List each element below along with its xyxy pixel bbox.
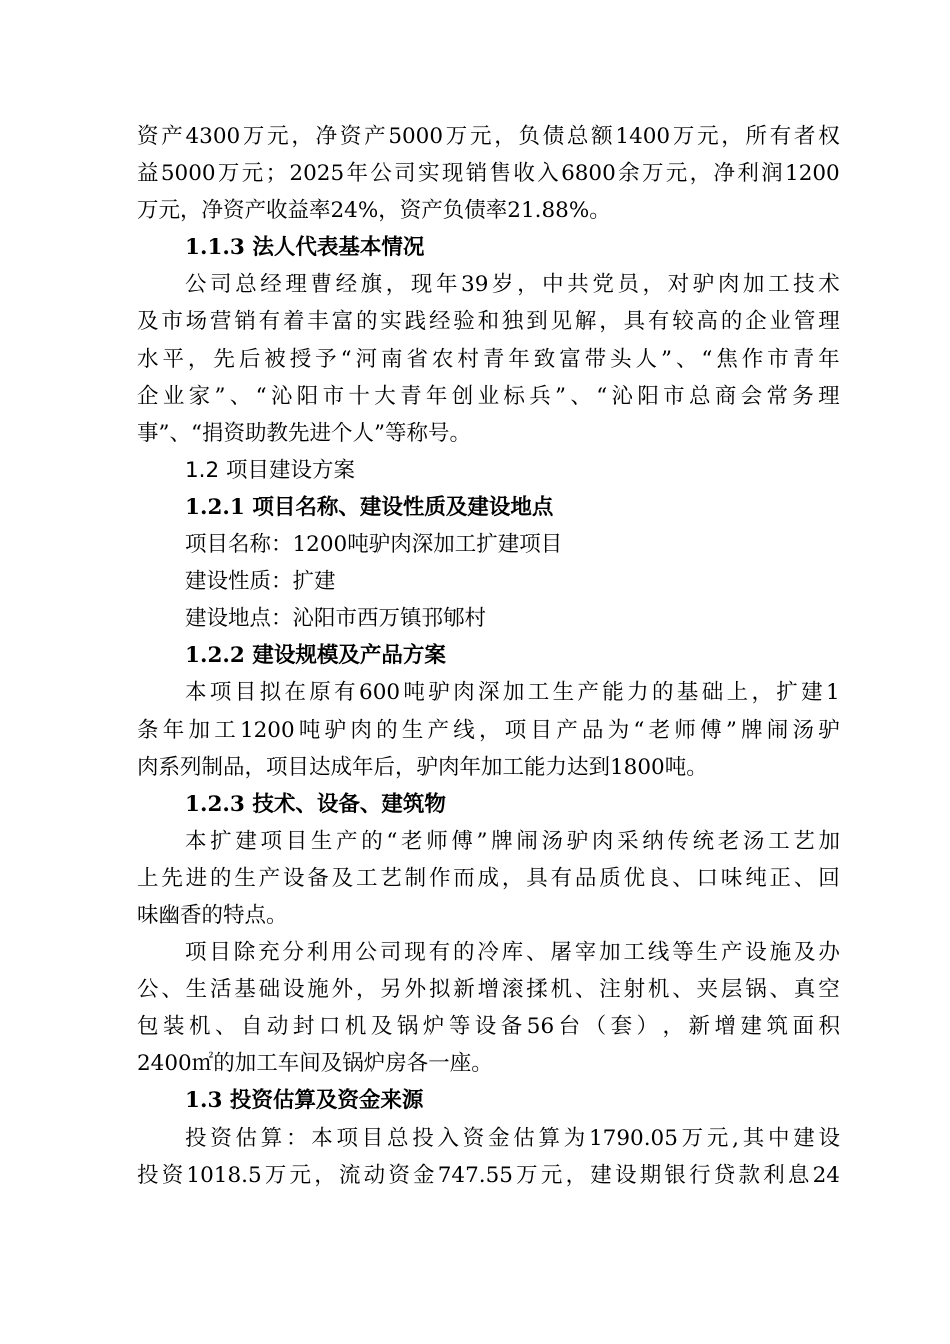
text-line: 益 5000 万 元 ； 2025 年 公 司 实 现 销 售 收 入 6800 余 万 元 ， 净 利 润 1200 [137, 161, 840, 187]
section-heading: 1.2.1 项目名称、建设性质及建设地点 [185, 494, 554, 520]
text-line: 企 业 家 ” 、 “ 沁 阳 市 十 大 青 年 创 业 标 兵 ” 、 “ 沁 阳 市 总 商 会 常 务 理 [137, 383, 840, 409]
text-line: 味幽香的特点。 [137, 902, 288, 928]
text-line: 投 资 估 算 ： 本 项 目 总 投 入 资 金 估 算 为 1790.05 万 元 , 其 中 建 设 [185, 1125, 840, 1151]
text-line: 公 司 总 经 理 曹 经 旗 ， 现 年 39 岁 ， 中 共 党 员 ， 对 驴 肉 加 工 技 术 [185, 272, 840, 298]
section-heading: 1.2.3 技术、设备、建筑物 [185, 791, 446, 817]
text-line: 建设地点：沁阳市西万镇邘郇村 [185, 606, 487, 632]
text-line: 本 扩 建 项 目 生 产 的 “ 老 师 傅 ” 牌 闹 汤 驴 肉 采 纳 传 统 老 汤 工 艺 加 [185, 828, 840, 854]
text-line: 2400㎡的加工车间及锅炉房各一座。 [137, 1051, 493, 1077]
text-line: 公 、 生 活 基 础 设 施 外 ， 另 外 拟 新 增 滚 揉 机 、 注 射 机 、 夹 层 锅 、 真 空 [137, 977, 840, 1003]
section-heading: 1.1.3 法人代表基本情况 [185, 235, 425, 261]
text-line: 项目名称：1200吨驴肉深加工扩建项目 [185, 532, 563, 558]
section-heading: 1.3 投资估算及资金来源 [185, 1088, 424, 1114]
section-heading: 1.2.2 建设规模及产品方案 [185, 643, 446, 669]
text-line: 上 先 进 的 生 产 设 备 及 工 艺 制 作 而 成 ， 具 有 品 质 优 良 、 口 味 纯 正 、 回 [137, 865, 840, 891]
text-line: 事”、“捐资助教先进个人”等称号。 [137, 420, 471, 446]
text-line: 建设性质：扩建 [185, 569, 336, 595]
text-line: 水 平 ， 先 后 被 授 予 “ 河 南 省 农 村 青 年 致 富 带 头 人 ” 、 “ 焦 作 市 青 年 [137, 346, 840, 372]
text-line: 资 产 4300 万 元 ， 净 资 产 5000 万 元 ， 负 债 总 额 1400 万 元 ， 所 有 者 权 [137, 124, 840, 149]
document-body [137, 118, 840, 1194]
text-line: 包 装 机 、 自 动 封 口 机 及 锅 炉 等 设 备 56 台 （ 套 ） ， 新 增 建 筑 面 积 [137, 1014, 840, 1040]
text-line: 项 目 除 充 分 利 用 公 司 现 有 的 冷 库 、 屠 宰 加 工 线 等 生 产 设 施 及 办 [185, 940, 840, 966]
text-line: 投 资 1018.5 万 元 ， 流 动 资 金 747.55 万 元 ， 建 设 期 银 行 贷 款 利 息 24 [137, 1162, 840, 1188]
text-line: 万元，净资产收益率24%，资产负债率21.88%。 [137, 198, 611, 224]
text-line: 条 年 加 工 1200 吨 驴 肉 的 生 产 线 ， 项 目 产 品 为 “ 老 师 傅 ” 牌 闹 汤 驴 [137, 717, 840, 743]
section-heading: 1.2 项目建设方案 [185, 457, 356, 483]
text-line: 及 市 场 营 销 有 着 丰 富 的 实 践 经 验 和 独 到 见 解 ， 具 有 较 高 的 企 业 管 理 [137, 309, 840, 335]
text-line: 肉系列制品，项目达成年后，驴肉年加工能力达到1800吨。 [137, 754, 708, 780]
text-line: 本 项 目 拟 在 原 有 600 吨 驴 肉 深 加 工 生 产 能 力 的 基 础 上 ， 扩 建 1 [185, 680, 840, 706]
